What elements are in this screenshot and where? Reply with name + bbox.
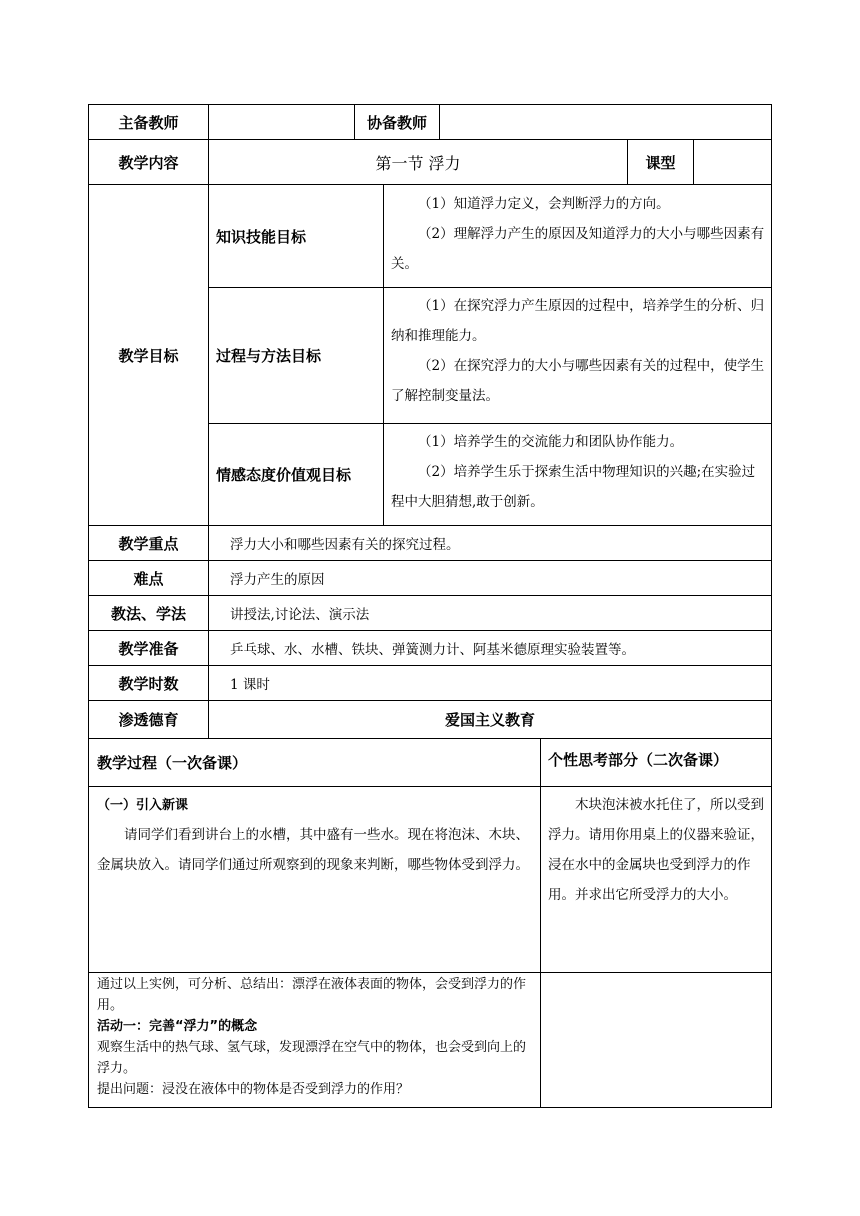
process-objective-text: （1）在探究浮力产生原因的过程中，培养学生的分析、归纳和推理能力。 （2）在探究浮力的大小与哪些因素有关的过程中，使学生了解控制变量法。 (391, 298, 765, 404)
content-label: 教学内容 (118, 153, 179, 172)
lead-teacher-label: 主备教师 (118, 113, 179, 132)
co-teacher-label: 协备教师 (366, 113, 427, 132)
section1-text: 请同学们看到讲台上的水槽，其中盛有一些水。现在将泡沫、木块、金属块放入。请同学们通过所观察到的现象来判断，哪些物体受到浮力。 (97, 827, 529, 873)
hours-label: 教学时数 (118, 674, 179, 693)
process-objective-label: 过程与方法目标 (216, 347, 322, 365)
process-right-header: 个性思考部分（二次备课） (548, 750, 729, 769)
lead-teacher-value[interactable] (216, 105, 352, 139)
section2-line3: 提出问题：浸没在液体中的物体是否受到浮力的作用？ (97, 1082, 410, 1097)
hours-value: 1 课时 (230, 677, 270, 693)
key-point-label: 教学重点 (118, 534, 179, 553)
lesson-title: 第一节 浮力 (375, 153, 461, 173)
moral-label: 渗透德育 (118, 711, 179, 729)
lesson-type-value[interactable] (700, 140, 766, 184)
section2-line1: 通过以上实例，可分析、总结出：漂浮在液体表面的物体，会受到浮力的作用。 (97, 977, 527, 1013)
section2-content (97, 974, 535, 1100)
methods-value: 讲授法,讨论法、演示法 (230, 607, 370, 623)
emotion-objective-label: 情感态度价值观目标 (216, 466, 352, 484)
objectives-label: 教学目标 (118, 346, 179, 365)
knowledge-objective-text: （1）知道浮力定义，会判断浮力的方向。 （2）理解浮力产生的原因及知道浮力的大小与哪些因素有关。 (391, 196, 765, 272)
difficulty-label: 难点 (133, 569, 164, 588)
methods-label: 教法、学法 (110, 604, 186, 623)
preparation-label: 教学准备 (118, 639, 179, 658)
lesson-type-label: 课型 (645, 153, 676, 172)
activity-title: 活动一：完善“浮力”的概念 (97, 1019, 258, 1034)
moral-value: 爱国主义教育 (444, 711, 535, 729)
section1-note: 木块泡沫被水托住了，所以受到浮力。请用你用桌上的仪器来验证，浸在水中的金属块也受到浮力的作用。并求出它所受浮力的大小。 (548, 797, 764, 903)
difficulty-value: 浮力产生的原因 (230, 572, 325, 588)
key-point-value: 浮力大小和哪些因素有关的探究过程。 (230, 537, 460, 553)
emotion-objective-text: （1）培养学生的交流能力和团队协作能力。 （2）培养学生乐于探索生活中物理知识的兴趣;在实验过程中大胆猜想,敢于创新。 (391, 434, 756, 510)
knowledge-objective-label: 知识技能目标 (216, 227, 307, 246)
preparation-value: 乒乓球、水、水槽、铁块、弹簧测力计、阿基米德原理实验装置等。 (230, 642, 635, 658)
process-left-header: 教学过程（一次备课） (97, 754, 248, 772)
section1-title: （一）引入新课 (97, 798, 189, 813)
section2-line2: 观察生活中的热气球、氢气球，发现漂浮在空气中的物体，也会受到向上的浮力。 (97, 1040, 527, 1076)
co-teacher-value[interactable] (446, 105, 766, 139)
